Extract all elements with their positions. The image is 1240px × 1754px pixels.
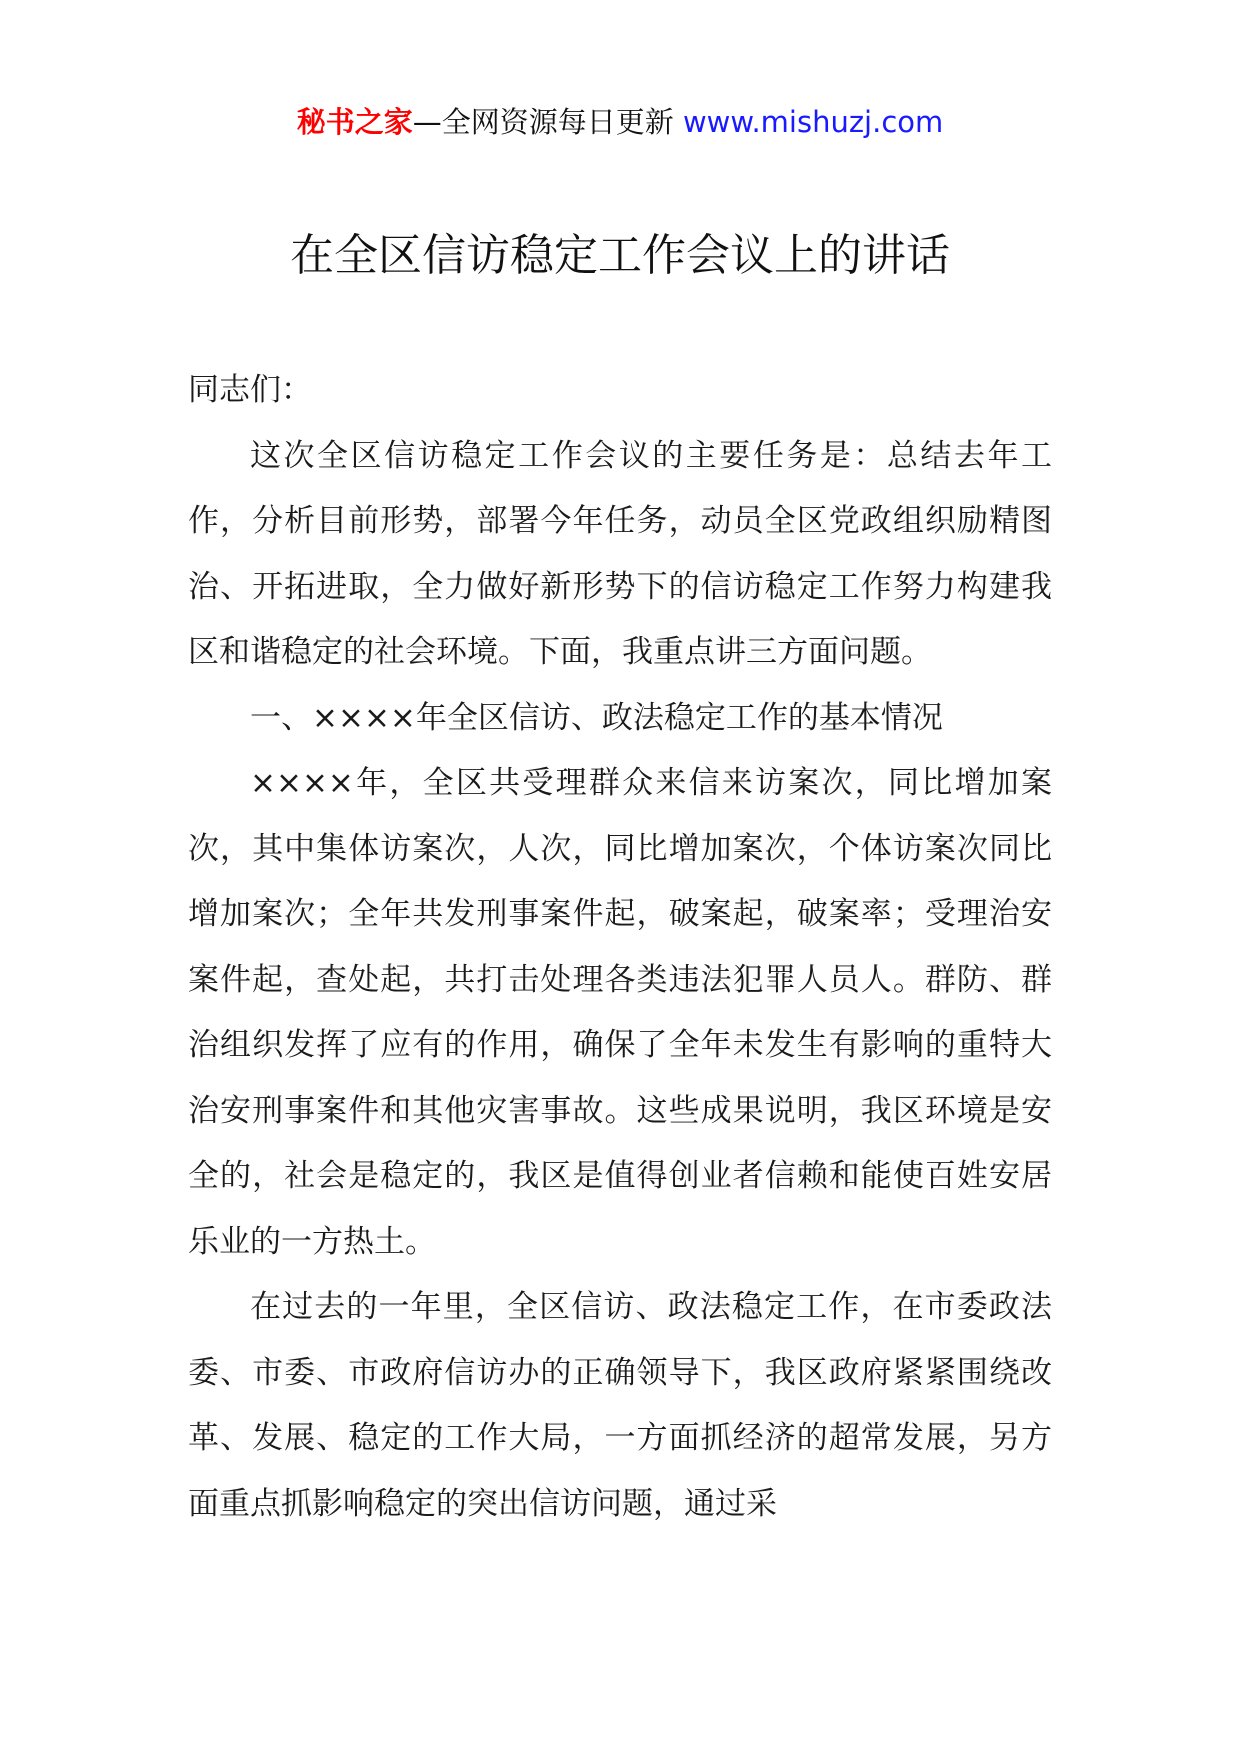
paragraph-review: 在过去的一年里，全区信访、政法稳定工作，在市委政法委、市委、市政府信访办的正确领导下，我区政府紧紧围绕改革、发展、稳定的工作大局，一方面抓经济的超常发展，另方面重点抓影响稳定的突出信访问题，通过采 bbox=[188, 1289, 1052, 1522]
document-body bbox=[188, 358, 1052, 1537]
document-title: 在全区信访稳定工作会议上的讲话 bbox=[290, 230, 950, 281]
section-heading-1: 一、××××年全区信访、政法稳定工作的基本情况 bbox=[250, 699, 943, 736]
site-header bbox=[0, 100, 1240, 144]
site-url-link[interactable]: www.mishuzj.com bbox=[682, 105, 944, 139]
brand-name: 秘书之家 bbox=[296, 105, 413, 139]
paragraph-intro: 这次全区信访稳定工作会议的主要任务是：总结去年工作，分析目前形势，部署今年任务，动员全区党政组织励精图治、开拓进取，全力做好新形势下的信访稳定工作努力构建我区和谐稳定的社会环境。下面，我重点讲三方面问题。 bbox=[188, 437, 1052, 670]
salutation: 同志们： bbox=[188, 372, 312, 408]
paragraph-statistics: ××××年，全区共受理群众来信来访案次，同比增加案次，其中集体访案次，人次，同比增加案次，个体访案次同比增加案次；全年共发刑事案件起，破案起，破案率；受理治安案件起，查处起，共打击处理各类违法犯罪人员人。群防、群治组织发挥了应有的作用，确保了全年未发生有影响的重特大治安刑事案件和其他灾害事故。这些成果说明，我区环境是安全的，社会是稳定的，我区是值得创业者信赖和能使百姓安居乐业的一方热土。 bbox=[188, 765, 1052, 1260]
header-tagline: —全网资源每日更新 bbox=[412, 105, 674, 139]
